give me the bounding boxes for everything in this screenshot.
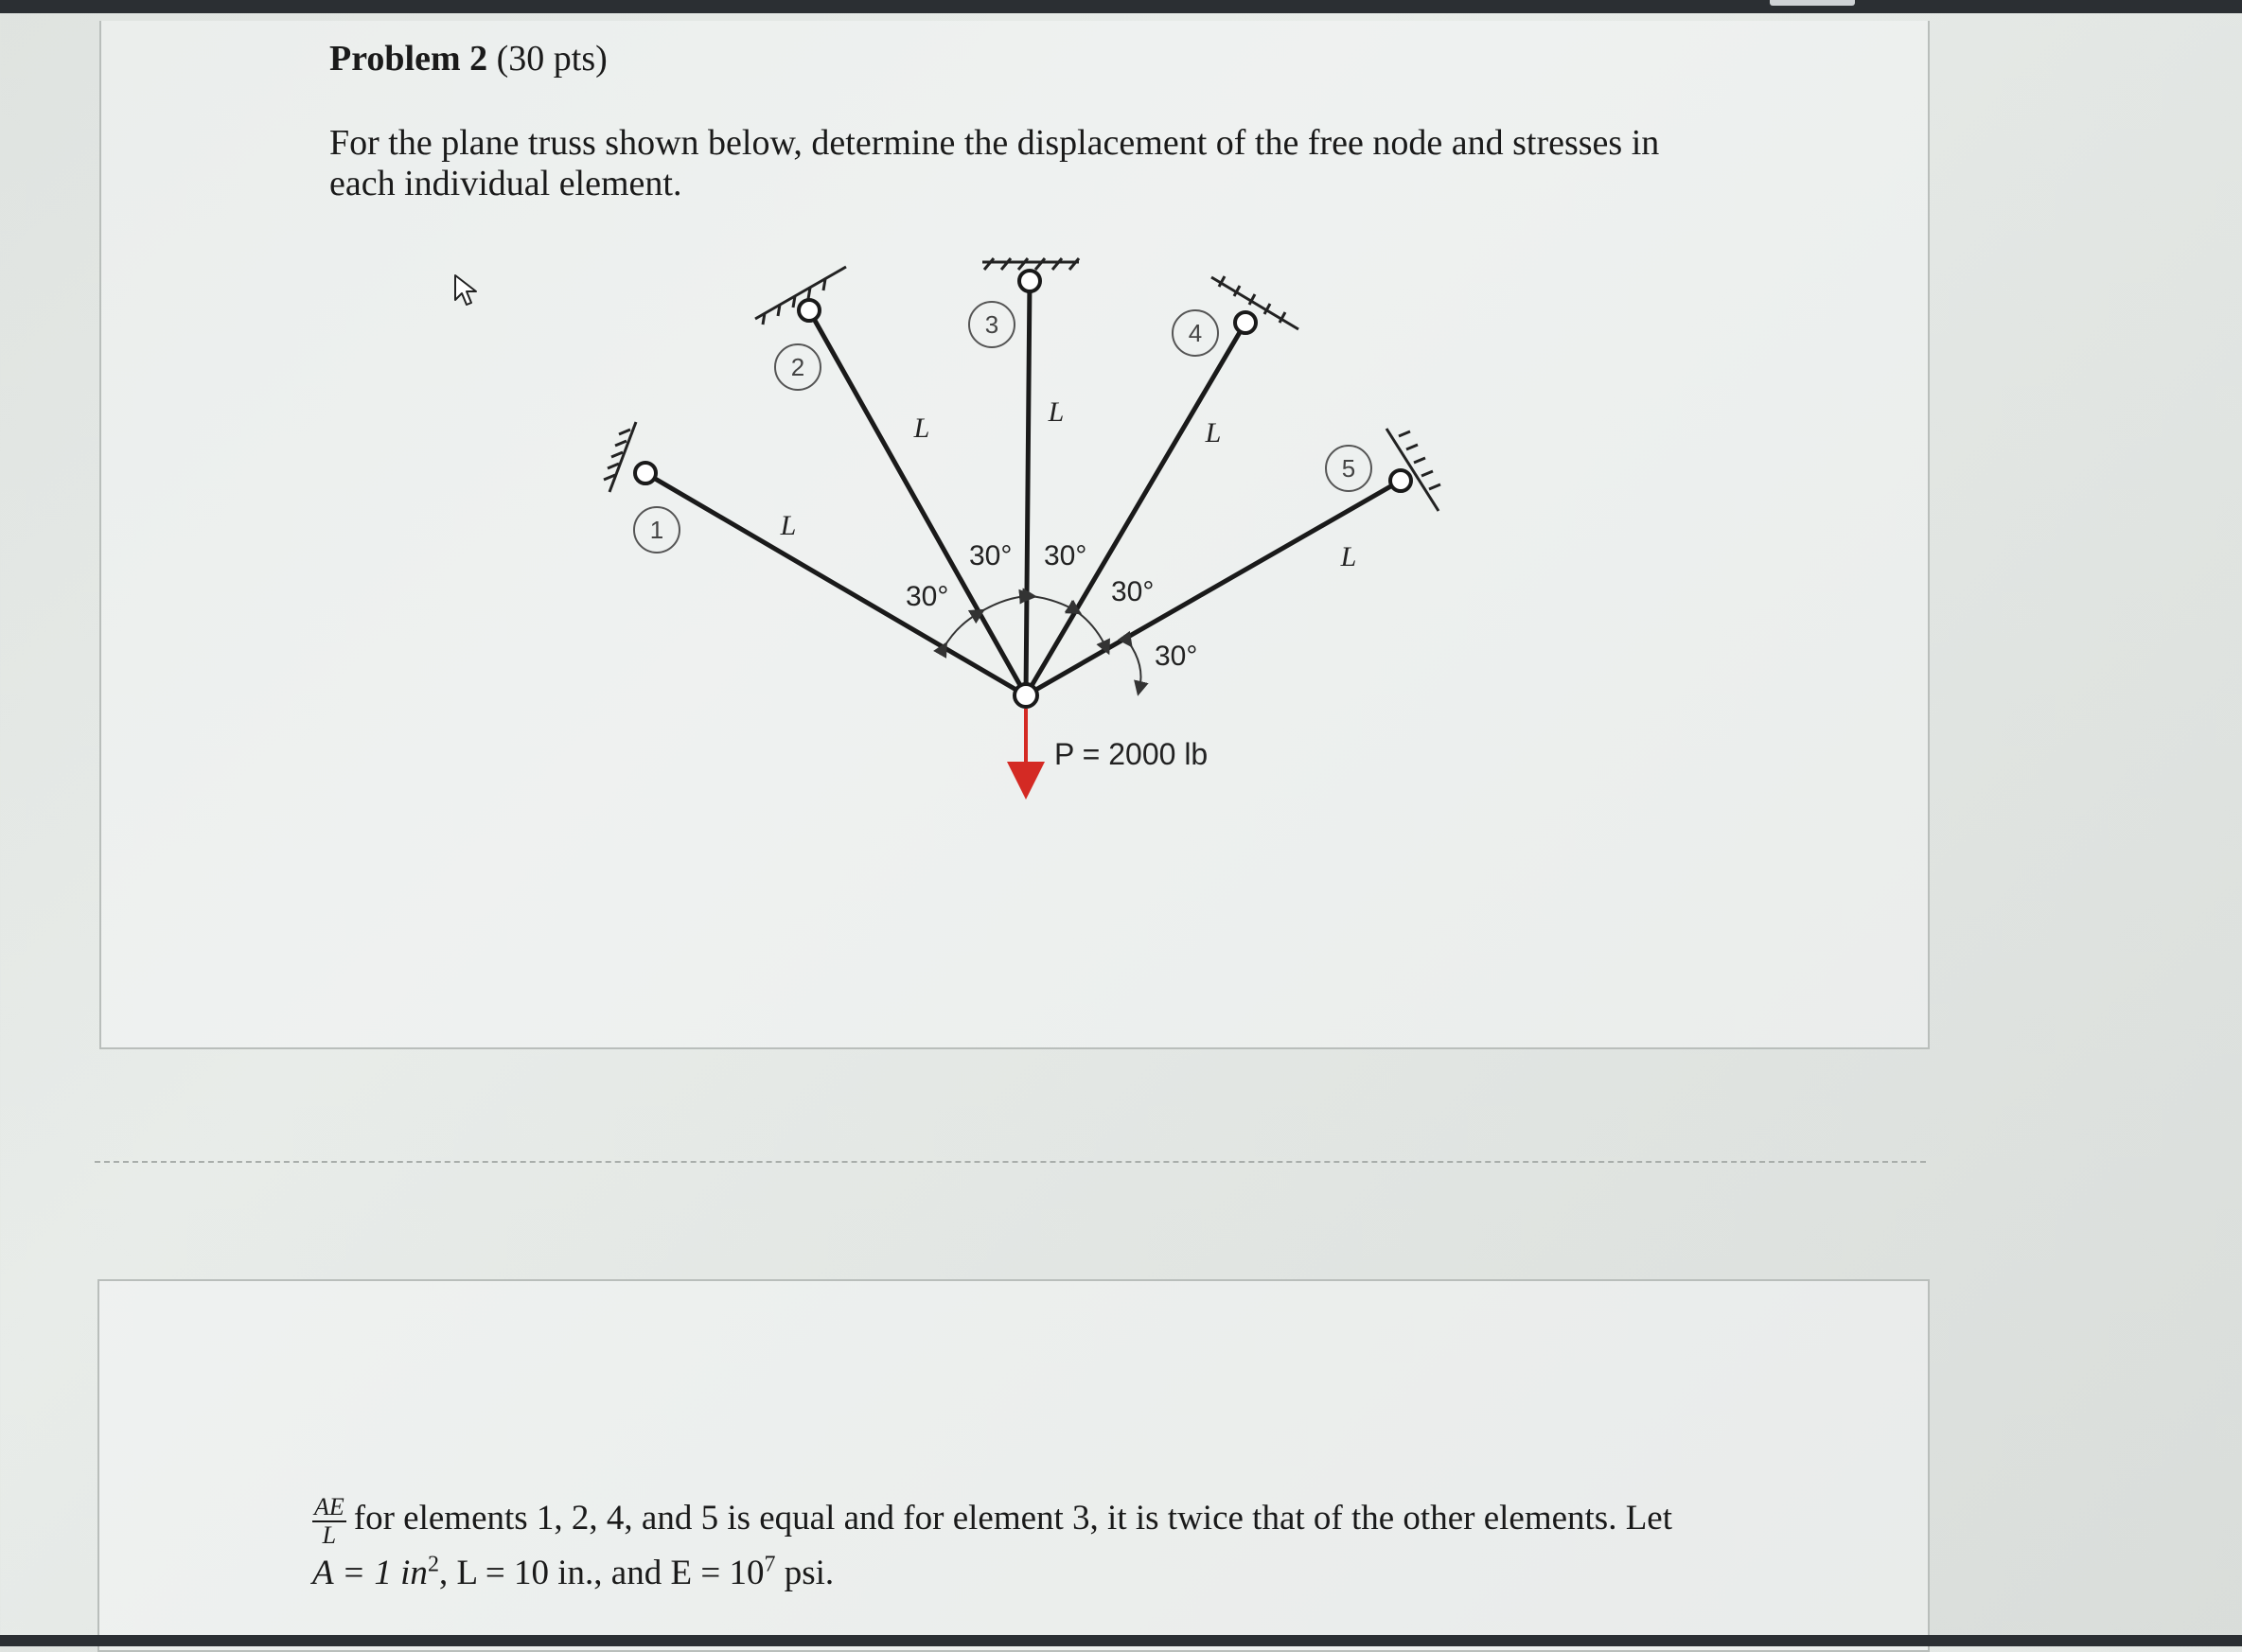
- angle-arc-1: [944, 613, 979, 648]
- pin-support-1: [635, 463, 656, 483]
- area-definition: A = 1 in: [312, 1553, 428, 1592]
- support-hatch-3: [982, 258, 1079, 270]
- given-line-1: for elements 1, 2, 4, and 5 is equal and for element 3, it is twice that of the other elements. Let: [353, 1499, 1673, 1538]
- window-tab[interactable]: [1770, 0, 1855, 6]
- bottom-bar: [0, 1635, 2242, 1646]
- pin-support-5: [1390, 470, 1411, 491]
- angle-label-5: 30°: [1155, 641, 1198, 672]
- angle-label-4: 30°: [1111, 576, 1155, 607]
- element-2-number: 2: [790, 353, 805, 381]
- fraction-denominator: L: [322, 1520, 337, 1549]
- element-5-bar: [1026, 481, 1401, 695]
- mouse-cursor-icon: [452, 273, 481, 308]
- element-4-bar: [1026, 323, 1245, 695]
- ae-over-l-fraction: [312, 1494, 346, 1548]
- modulus-exponent: 7: [764, 1552, 776, 1577]
- element-4-length: L: [1205, 417, 1222, 448]
- free-node: [1015, 684, 1037, 707]
- support-hatch-5: [1386, 429, 1440, 511]
- section-divider: [95, 1161, 1926, 1163]
- element-5-length: L: [1340, 541, 1357, 572]
- angle-arc-4: [1075, 610, 1106, 648]
- angle-arc-5: [1128, 641, 1141, 689]
- problem-statement: For the plane truss shown below, determine the displacement of the free node and stresses in each individual element.: [329, 123, 1660, 203]
- fraction-numerator: AE: [314, 1493, 344, 1521]
- element-1-number: 1: [649, 516, 664, 544]
- pin-support-2: [799, 300, 820, 321]
- element-3-number: 3: [984, 310, 999, 339]
- length-modulus-definition: , L = 10 in., and E = 10: [438, 1553, 765, 1592]
- element-3-bar: [1026, 281, 1030, 695]
- element-3-length: L: [1048, 396, 1065, 428]
- problem-number: Problem 2: [329, 39, 488, 79]
- angle-label-1: 30°: [906, 581, 949, 612]
- area-exponent: 2: [427, 1552, 439, 1577]
- element-5-number: 5: [1341, 454, 1356, 483]
- element-2-length: L: [913, 413, 930, 444]
- top-bar: [0, 0, 2242, 13]
- angle-arc-2: [979, 596, 1027, 613]
- element-1-bar: [645, 473, 1026, 695]
- angle-arc-3: [1030, 596, 1075, 610]
- modulus-unit: psi.: [775, 1553, 835, 1592]
- support-hatch-1: [604, 422, 636, 492]
- given-data-text: [312, 1493, 1732, 1598]
- truss-diagram: [587, 241, 1476, 809]
- element-1-length: L: [780, 510, 797, 541]
- pin-support-3: [1019, 271, 1040, 291]
- problem-points: (30 pts): [496, 39, 608, 79]
- load-label: P = 2000 lb: [1054, 737, 1209, 771]
- angle-label-3: 30°: [1044, 540, 1087, 571]
- element-2-bar: [809, 310, 1026, 695]
- problem-title: [329, 38, 608, 79]
- pin-support-4: [1235, 312, 1256, 333]
- angle-label-2: 30°: [969, 540, 1013, 571]
- given-line-2: [312, 1548, 1732, 1599]
- element-4-number: 4: [1188, 319, 1203, 347]
